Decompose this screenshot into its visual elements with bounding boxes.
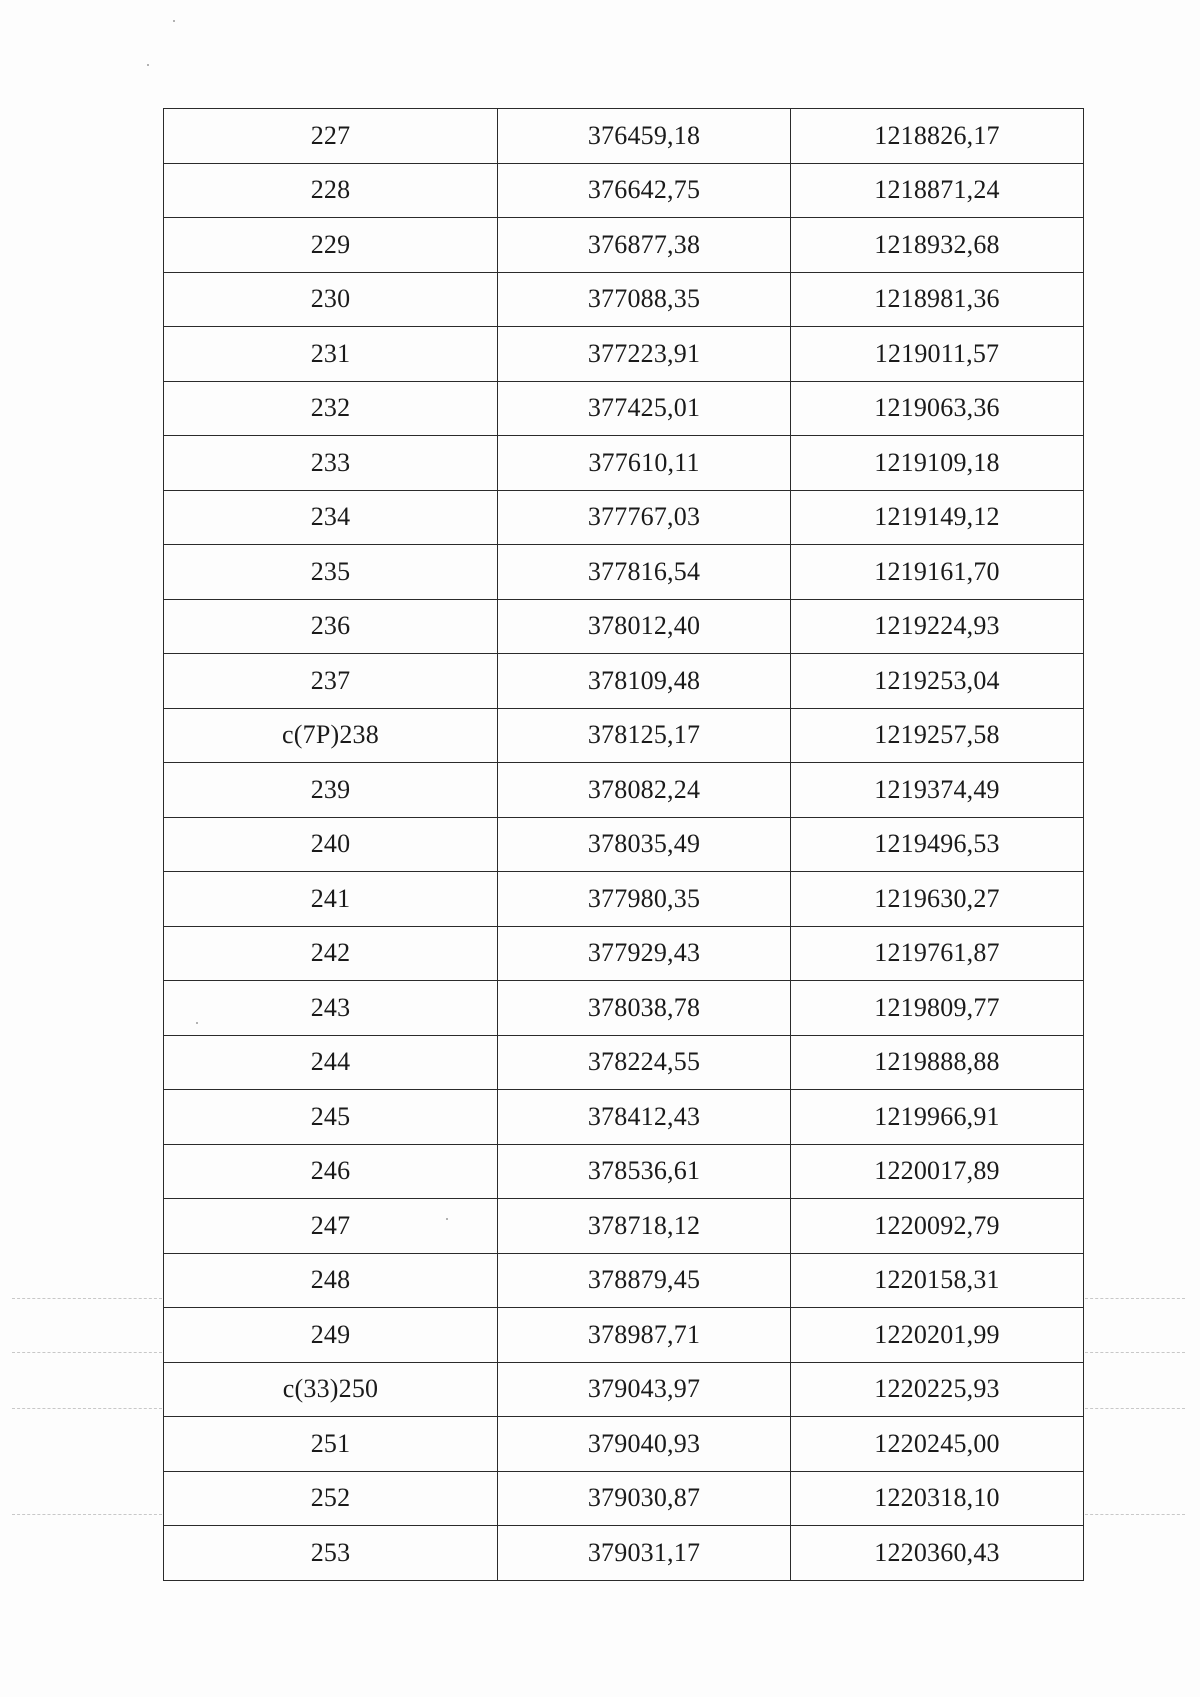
table-row	[164, 1199, 1084, 1254]
table-row	[164, 817, 1084, 872]
table-row	[164, 1035, 1084, 1090]
x-coordinate-cell: 377980,35	[498, 872, 791, 927]
point-number-cell: 228	[164, 163, 498, 218]
x-coordinate-cell: 377816,54	[498, 545, 791, 600]
y-coordinate-cell: 1219496,53	[791, 817, 1084, 872]
point-number-cell: 241	[164, 872, 498, 927]
x-coordinate-cell: 376459,18	[498, 109, 791, 164]
x-coordinate-cell: 376642,75	[498, 163, 791, 218]
x-coordinate-cell: 379031,17	[498, 1526, 791, 1581]
y-coordinate-cell: 1219149,12	[791, 490, 1084, 545]
table-row	[164, 1471, 1084, 1526]
point-number-cell: 245	[164, 1090, 498, 1145]
coordinates-table	[163, 108, 1084, 1581]
x-coordinate-cell: 378718,12	[498, 1199, 791, 1254]
table-row	[164, 708, 1084, 763]
x-coordinate-cell: 377088,35	[498, 272, 791, 327]
point-number-cell: 235	[164, 545, 498, 600]
x-coordinate-cell: 378879,45	[498, 1253, 791, 1308]
point-number-cell: 244	[164, 1035, 498, 1090]
y-coordinate-cell: 1219761,87	[791, 926, 1084, 981]
y-coordinate-cell: 1218981,36	[791, 272, 1084, 327]
table-row	[164, 926, 1084, 981]
x-coordinate-cell: 379040,93	[498, 1417, 791, 1472]
bleed-through-line	[12, 1352, 162, 1353]
x-coordinate-cell: 378082,24	[498, 763, 791, 818]
table-row	[164, 163, 1084, 218]
y-coordinate-cell: 1219224,93	[791, 599, 1084, 654]
point-number-cell: 247	[164, 1199, 498, 1254]
point-number-cell: 233	[164, 436, 498, 491]
point-number-cell: 237	[164, 654, 498, 709]
point-number-cell: 232	[164, 381, 498, 436]
table-row	[164, 272, 1084, 327]
y-coordinate-cell: 1220245,00	[791, 1417, 1084, 1472]
x-coordinate-cell: 377223,91	[498, 327, 791, 382]
y-coordinate-cell: 1219888,88	[791, 1035, 1084, 1090]
table-row	[164, 1253, 1084, 1308]
point-number-cell: 251	[164, 1417, 498, 1472]
table-row	[164, 1144, 1084, 1199]
y-coordinate-cell: 1220225,93	[791, 1362, 1084, 1417]
point-number-cell: 230	[164, 272, 498, 327]
table-row	[164, 1417, 1084, 1472]
x-coordinate-cell: 377767,03	[498, 490, 791, 545]
table-row	[164, 218, 1084, 273]
point-number-cell: 234	[164, 490, 498, 545]
table-row	[164, 654, 1084, 709]
point-number-cell: 243	[164, 981, 498, 1036]
y-coordinate-cell: 1219630,27	[791, 872, 1084, 927]
scan-speck	[173, 20, 175, 22]
y-coordinate-cell: 1219011,57	[791, 327, 1084, 382]
bleed-through-line	[1085, 1352, 1185, 1353]
table-row	[164, 1526, 1084, 1581]
point-number-cell: 227	[164, 109, 498, 164]
table-row	[164, 1308, 1084, 1363]
y-coordinate-cell: 1220318,10	[791, 1471, 1084, 1526]
x-coordinate-cell: 378536,61	[498, 1144, 791, 1199]
bleed-through-line	[12, 1408, 162, 1409]
table-row	[164, 109, 1084, 164]
x-coordinate-cell: 378035,49	[498, 817, 791, 872]
table-row	[164, 327, 1084, 382]
x-coordinate-cell: 377610,11	[498, 436, 791, 491]
bleed-through-line	[1085, 1298, 1185, 1299]
table-row	[164, 381, 1084, 436]
y-coordinate-cell: 1219257,58	[791, 708, 1084, 763]
scan-speck	[147, 64, 149, 66]
x-coordinate-cell: 378109,48	[498, 654, 791, 709]
table-row	[164, 763, 1084, 818]
bleed-through-line	[12, 1514, 162, 1515]
table-row	[164, 490, 1084, 545]
table-row	[164, 1362, 1084, 1417]
table-row	[164, 545, 1084, 600]
x-coordinate-cell: 379043,97	[498, 1362, 791, 1417]
x-coordinate-cell: 377425,01	[498, 381, 791, 436]
point-number-cell: 253	[164, 1526, 498, 1581]
table-row	[164, 436, 1084, 491]
point-number-cell: c(33)250	[164, 1362, 498, 1417]
y-coordinate-cell: 1219063,36	[791, 381, 1084, 436]
bleed-through-line	[1085, 1408, 1185, 1409]
y-coordinate-cell: 1219809,77	[791, 981, 1084, 1036]
table-row	[164, 981, 1084, 1036]
point-number-cell: c(7P)238	[164, 708, 498, 763]
table-row	[164, 599, 1084, 654]
table-row	[164, 1090, 1084, 1145]
bleed-through-line	[1085, 1514, 1185, 1515]
y-coordinate-cell: 1219161,70	[791, 545, 1084, 600]
point-number-cell: 239	[164, 763, 498, 818]
point-number-cell: 231	[164, 327, 498, 382]
y-coordinate-cell: 1219253,04	[791, 654, 1084, 709]
x-coordinate-cell: 378412,43	[498, 1090, 791, 1145]
point-number-cell: 248	[164, 1253, 498, 1308]
point-number-cell: 246	[164, 1144, 498, 1199]
y-coordinate-cell: 1218932,68	[791, 218, 1084, 273]
bleed-through-line	[12, 1298, 162, 1299]
point-number-cell: 252	[164, 1471, 498, 1526]
y-coordinate-cell: 1220017,89	[791, 1144, 1084, 1199]
y-coordinate-cell: 1220158,31	[791, 1253, 1084, 1308]
y-coordinate-cell: 1220092,79	[791, 1199, 1084, 1254]
point-number-cell: 229	[164, 218, 498, 273]
y-coordinate-cell: 1218871,24	[791, 163, 1084, 218]
x-coordinate-cell: 378987,71	[498, 1308, 791, 1363]
x-coordinate-cell: 379030,87	[498, 1471, 791, 1526]
point-number-cell: 249	[164, 1308, 498, 1363]
y-coordinate-cell: 1219109,18	[791, 436, 1084, 491]
table-row	[164, 872, 1084, 927]
point-number-cell: 242	[164, 926, 498, 981]
y-coordinate-cell: 1220201,99	[791, 1308, 1084, 1363]
x-coordinate-cell: 378038,78	[498, 981, 791, 1036]
y-coordinate-cell: 1218826,17	[791, 109, 1084, 164]
point-number-cell: 236	[164, 599, 498, 654]
x-coordinate-cell: 377929,43	[498, 926, 791, 981]
x-coordinate-cell: 376877,38	[498, 218, 791, 273]
x-coordinate-cell: 378012,40	[498, 599, 791, 654]
x-coordinate-cell: 378125,17	[498, 708, 791, 763]
x-coordinate-cell: 378224,55	[498, 1035, 791, 1090]
y-coordinate-cell: 1219966,91	[791, 1090, 1084, 1145]
coordinates-table-body	[164, 109, 1084, 1581]
y-coordinate-cell: 1220360,43	[791, 1526, 1084, 1581]
y-coordinate-cell: 1219374,49	[791, 763, 1084, 818]
point-number-cell: 240	[164, 817, 498, 872]
